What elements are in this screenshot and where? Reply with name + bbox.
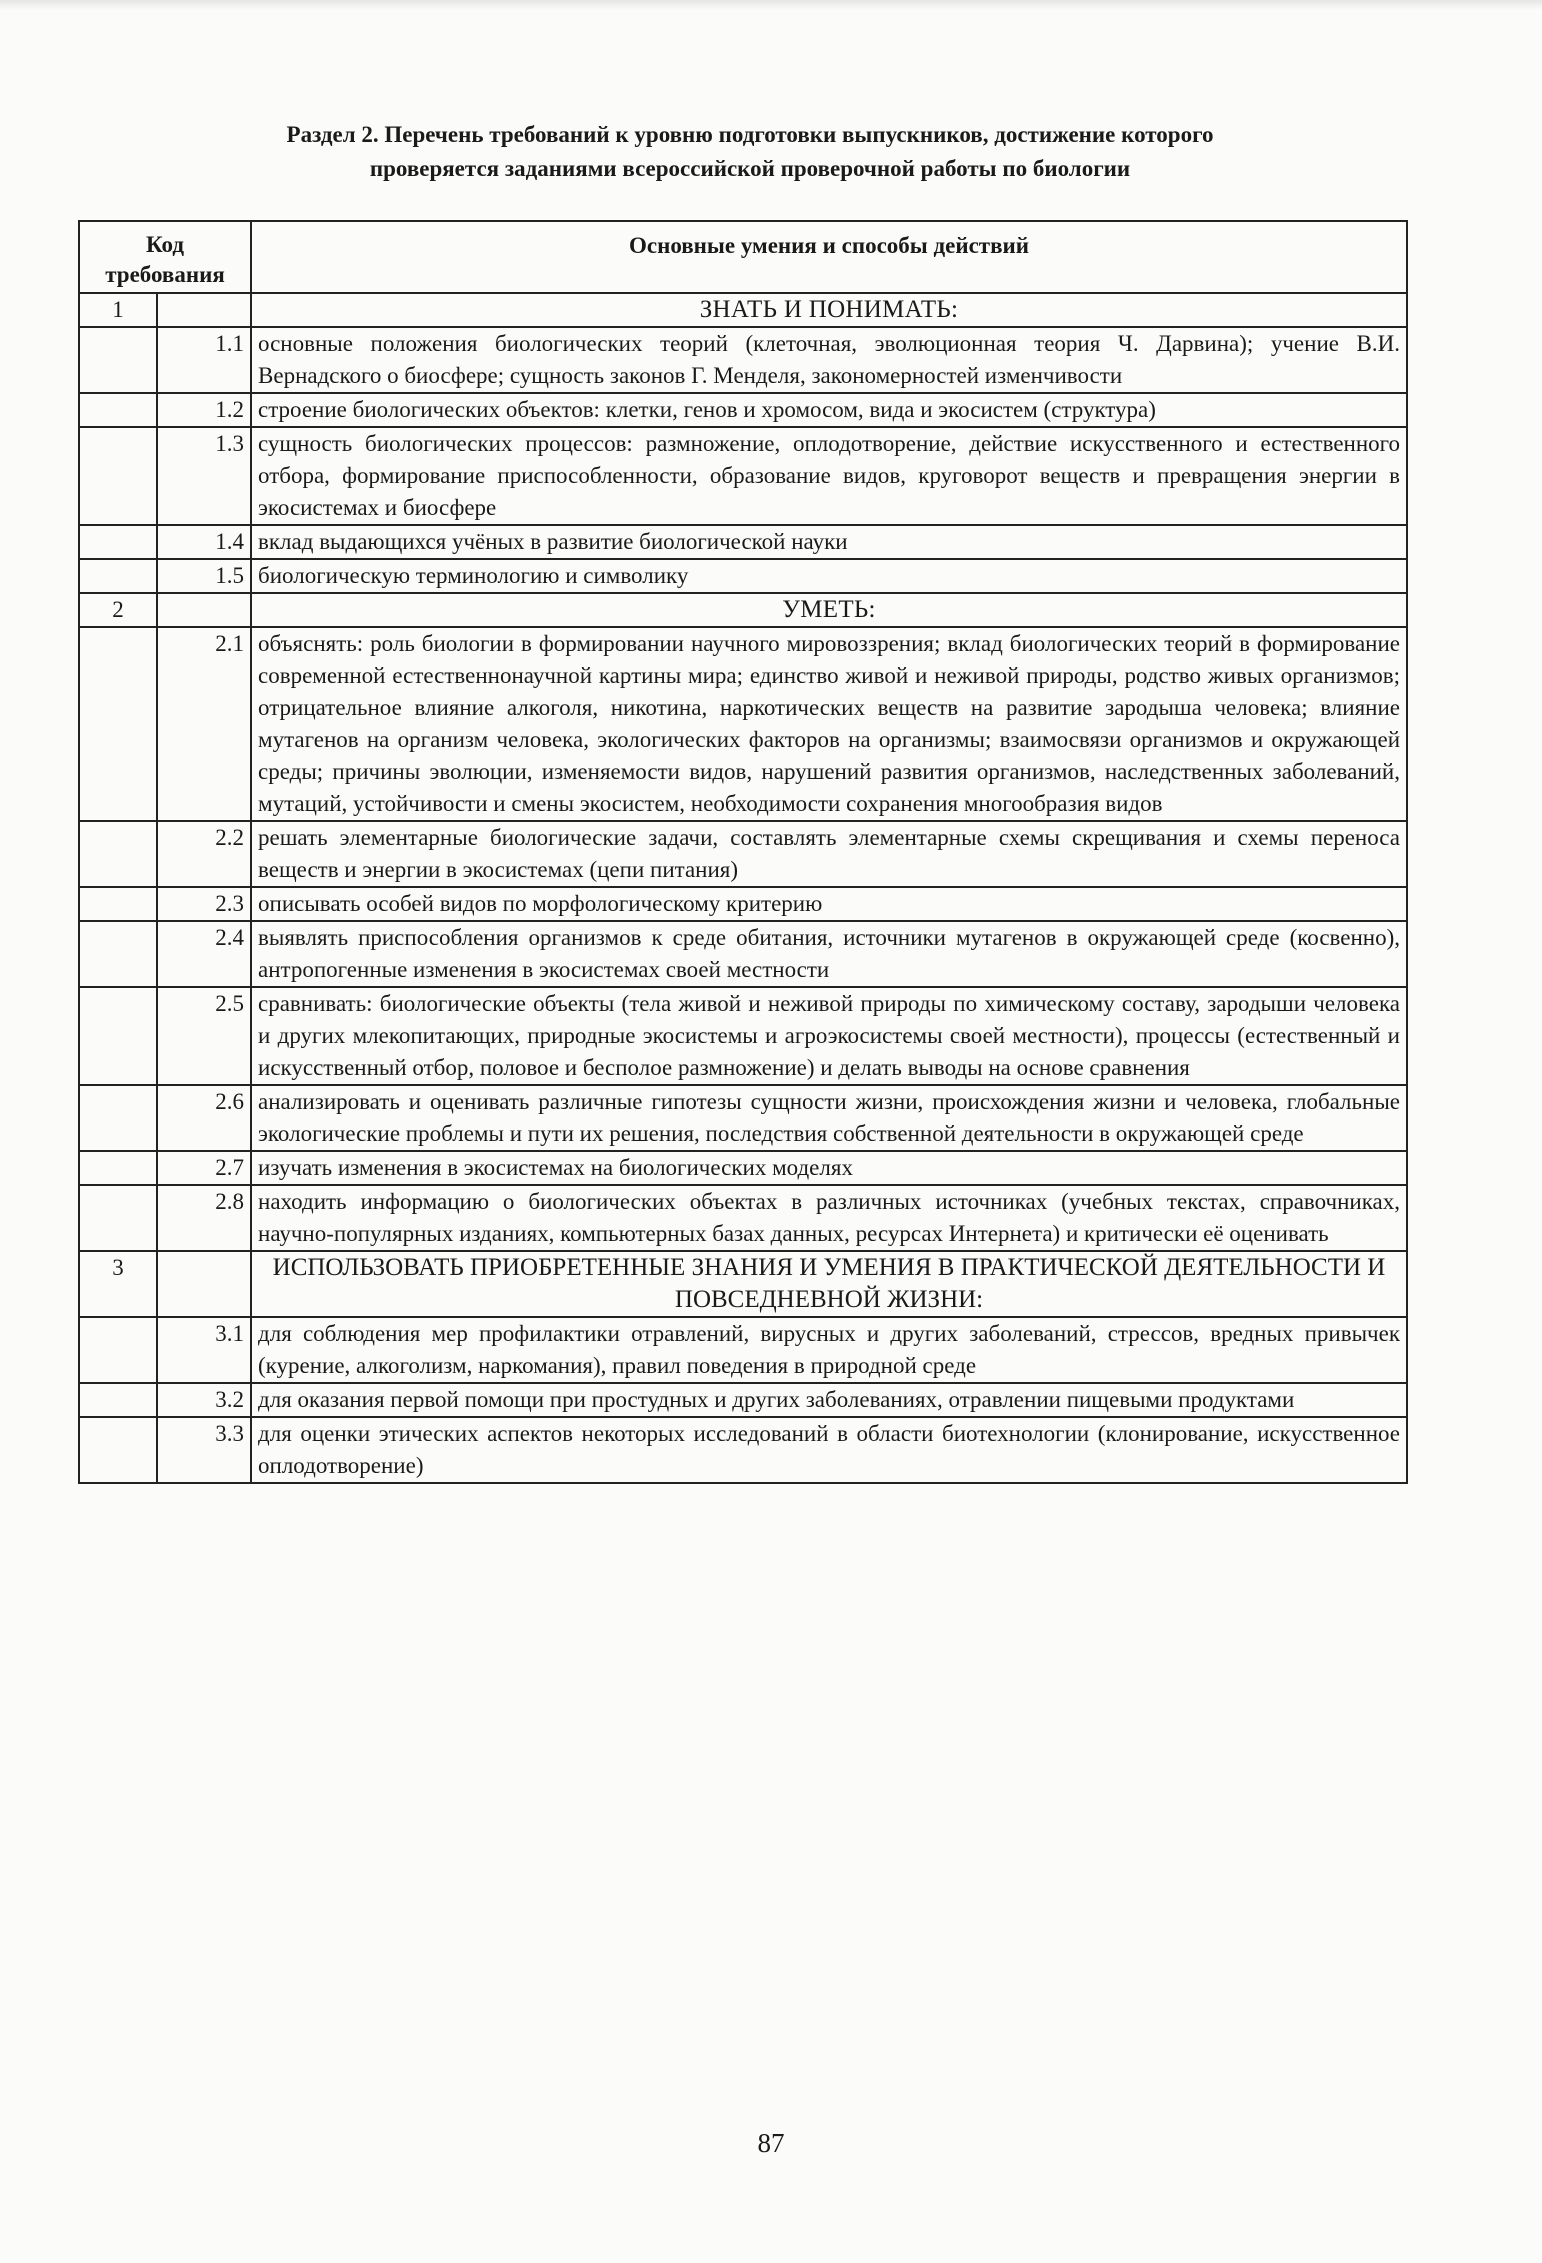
requirement-code: 2.2 — [157, 821, 251, 887]
requirement-text: выявлять приспособления организмов к среде обитания, источники мутагенов в окружающей среде (косвенно), антропогенные изменения в экосистемах своей местности — [251, 921, 1407, 987]
requirement-row — [79, 921, 1407, 987]
section-blank-cell — [157, 593, 251, 627]
requirement-text: биологическую терминологию и символику — [251, 559, 1407, 593]
requirement-text: сравнивать: биологические объекты (тела живой и неживой природы по химическому составу, зародыши человека и других млекопитающих, природные экосистемы и агроэкосистемы своей местности), процессы (естественный и искусственный отбор, половое и бесполое размножение) и делать выводы на основе сравнения — [251, 987, 1407, 1085]
requirement-indent-cell — [79, 627, 157, 821]
requirement-row — [79, 427, 1407, 525]
header-code-line-1: Код — [146, 232, 185, 257]
header-code-line-2: требования — [105, 262, 225, 287]
requirement-text: решать элементарные биологические задачи, составлять элементарные схемы скрещивания и схемы переноса веществ и энергии в экосистемах (цепи питания) — [251, 821, 1407, 887]
requirement-code: 2.4 — [157, 921, 251, 987]
requirement-code: 3.2 — [157, 1383, 251, 1417]
requirements-table — [78, 220, 1408, 1484]
requirement-code: 2.3 — [157, 887, 251, 921]
requirement-code: 3.3 — [157, 1417, 251, 1483]
requirement-code: 2.8 — [157, 1185, 251, 1251]
section-blank-cell — [157, 1251, 251, 1317]
requirement-code: 1.2 — [157, 393, 251, 427]
requirement-indent-cell — [79, 327, 157, 393]
header-skills: Основные умения и способы действий — [251, 221, 1407, 293]
requirement-row — [79, 1151, 1407, 1185]
requirement-code: 3.1 — [157, 1317, 251, 1383]
scan-edge — [0, 0, 1542, 10]
requirements-body — [79, 293, 1407, 1483]
requirement-code: 1.5 — [157, 559, 251, 593]
requirement-text: объяснять: роль биологии в формировании научного мировоззрения; вклад биологических теорий в формирование современной естественнонаучной картины мира; единство живой и неживой природы, родство живых организмов; отрицательное влияние алкоголя, никотина, наркотических веществ на развитие зародыша человека; влияние мутагенов на организм человека, экологических факторов на организмы; взаимосвязи организмов и окружающей среды; причины эволюции, изменяемости видов, нарушений развития организмов, наследственных заболеваний, мутаций, устойчивости и смены экосистем, необходимости сохранения многообразия видов — [251, 627, 1407, 821]
requirement-indent-cell — [79, 427, 157, 525]
header-code — [79, 221, 251, 293]
requirement-code: 1.4 — [157, 525, 251, 559]
requirement-indent-cell — [79, 525, 157, 559]
requirement-indent-cell — [79, 821, 157, 887]
requirement-row — [79, 327, 1407, 393]
table-header-row — [79, 221, 1407, 293]
requirement-text: основные положения биологических теорий (клеточная, эволюционная теория Ч. Дарвина); учение В.И. Вернадского о биосфере; сущность законов Г. Менделя, закономерностей изменчивости — [251, 327, 1407, 393]
section-blank-cell — [157, 293, 251, 327]
section-row — [79, 293, 1407, 327]
section-row — [79, 593, 1407, 627]
requirement-row — [79, 393, 1407, 427]
requirement-row — [79, 987, 1407, 1085]
requirement-row — [79, 627, 1407, 821]
requirement-row — [79, 1317, 1407, 1383]
requirement-row — [79, 887, 1407, 921]
requirement-row — [79, 525, 1407, 559]
section-code: 2 — [79, 593, 157, 627]
section-row — [79, 1251, 1407, 1317]
section-title: УМЕТЬ: — [251, 593, 1407, 627]
heading-line-2: проверяется заданиями всероссийской проверочной работы по биологии — [369, 156, 1131, 181]
heading-line-1: Раздел 2. Перечень требований к уровню подготовки выпускников, достижение которого — [286, 122, 1214, 147]
requirement-code: 2.6 — [157, 1085, 251, 1151]
requirement-row — [79, 1185, 1407, 1251]
requirement-indent-cell — [79, 559, 157, 593]
requirement-text: для оценки этических аспектов некоторых исследований в области биотехнологии (клонирование, искусственное оплодотворение) — [251, 1417, 1407, 1483]
requirement-text: сущность биологических процессов: размножение, оплодотворение, действие искусственного и естественного отбора, формирование приспособленности, образование видов, круговорот веществ и превращения энергии в экосистемах и биосфере — [251, 427, 1407, 525]
requirement-code: 2.1 — [157, 627, 251, 821]
requirement-text: строение биологических объектов: клетки, генов и хромосом, вида и экосистем (структура) — [251, 393, 1407, 427]
requirement-code: 1.1 — [157, 327, 251, 393]
section-code: 1 — [79, 293, 157, 327]
requirement-text: анализировать и оценивать различные гипотезы сущности жизни, происхождения жизни и человека, глобальные экологические проблемы и пути их решения, последствия собственной деятельности в окружающей среде — [251, 1085, 1407, 1151]
requirement-indent-cell — [79, 1417, 157, 1483]
requirement-code: 2.7 — [157, 1151, 251, 1185]
requirement-indent-cell — [79, 921, 157, 987]
requirement-indent-cell — [79, 987, 157, 1085]
page-number: 87 — [757, 2128, 785, 2158]
section-title: ЗНАТЬ И ПОНИМАТЬ: — [251, 293, 1407, 327]
requirement-text: описывать особей видов по морфологическому критерию — [251, 887, 1407, 921]
requirement-text: изучать изменения в экосистемах на биологических моделях — [251, 1151, 1407, 1185]
requirement-text: для соблюдения мер профилактики отравлений, вирусных и других заболеваний, стрессов, вредных привычек (курение, алкоголизм, наркомания), правил поведения в природной среде — [251, 1317, 1407, 1383]
requirement-indent-cell — [79, 1185, 157, 1251]
section-title: ИСПОЛЬЗОВАТЬ ПРИОБРЕТЕННЫЕ ЗНАНИЯ И УМЕНИЯ В ПРАКТИЧЕСКОЙ ДЕЯТЕЛЬНОСТИ И ПОВСЕДНЕВНОЙ ЖИЗНИ: — [251, 1251, 1407, 1317]
requirement-row — [79, 1383, 1407, 1417]
requirement-indent-cell — [79, 887, 157, 921]
requirement-row — [79, 559, 1407, 593]
requirement-row — [79, 821, 1407, 887]
requirement-indent-cell — [79, 393, 157, 427]
section-code: 3 — [79, 1251, 157, 1317]
requirement-text: находить информацию о биологических объектах в различных источниках (учебных текстах, справочниках, научно-популярных изданиях, компьютерных базах данных, ресурсах Интернета) и критически её оценивать — [251, 1185, 1407, 1251]
requirement-code: 1.3 — [157, 427, 251, 525]
requirement-indent-cell — [79, 1151, 157, 1185]
requirement-row — [79, 1417, 1407, 1483]
requirement-text: вклад выдающихся учёных в развитие биологической науки — [251, 525, 1407, 559]
requirement-indent-cell — [79, 1383, 157, 1417]
requirement-row — [79, 1085, 1407, 1151]
section-heading — [100, 118, 1400, 186]
requirement-text: для оказания первой помощи при простудных и других заболеваниях, отравлении пищевыми продуктами — [251, 1383, 1407, 1417]
requirement-indent-cell — [79, 1085, 157, 1151]
requirement-code: 2.5 — [157, 987, 251, 1085]
requirement-indent-cell — [79, 1317, 157, 1383]
